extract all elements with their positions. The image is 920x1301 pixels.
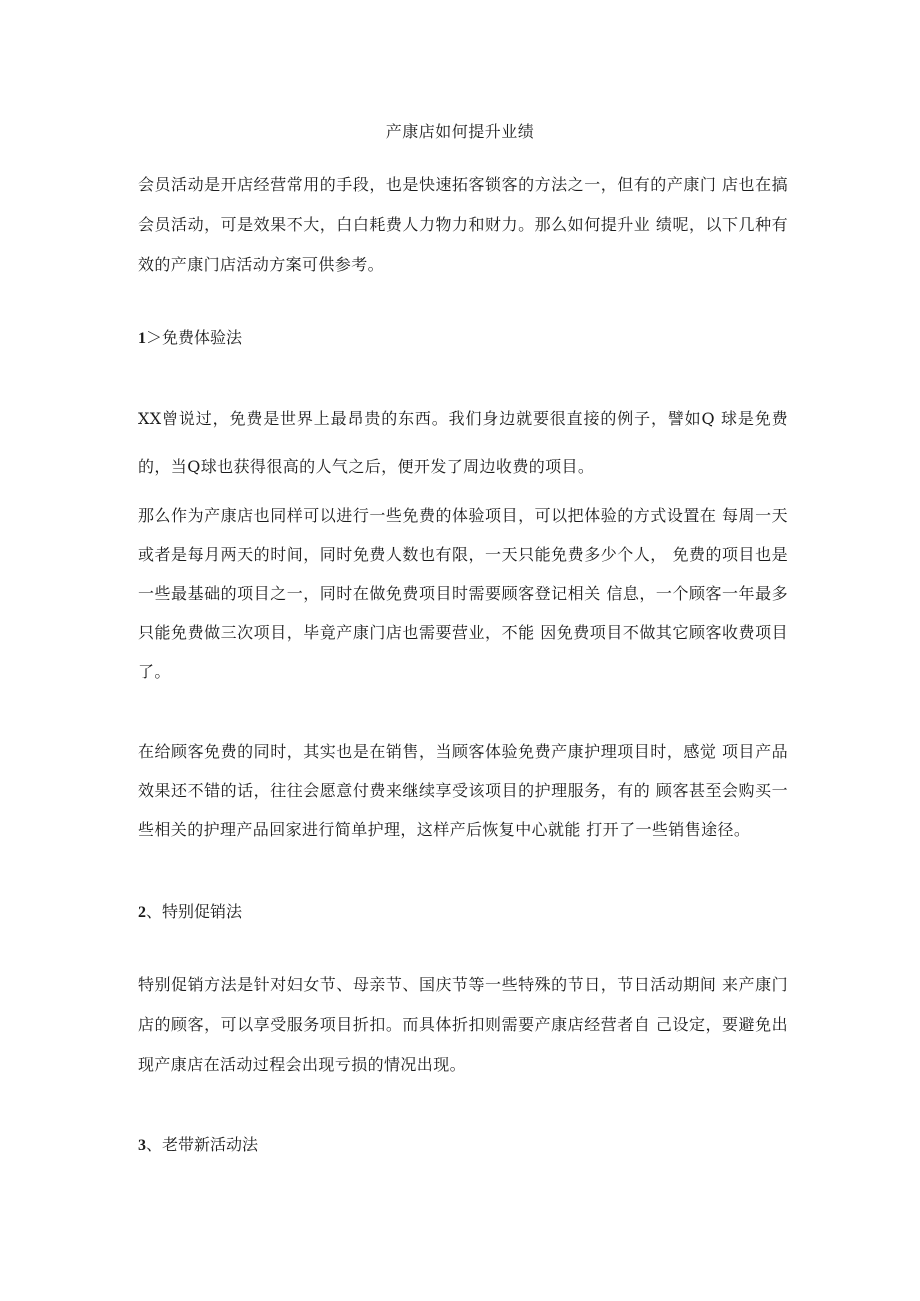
section1-paragraph-2: 那么作为产康店也同样可以进行一些免费的体验项目，可以把体验的方式设置在 每周一天或者是每月两天的时间，同时免费人数也有限，一天只能免费多少个人， 免费的项目也是一些最基础的项目之一，同时在做免费项目时需要顾客登记相关 信息，一个顾客一年最多只能免费做三次项目，毕竟产康门店也需要营业，不能 因免费项目不做其它顾客收费项目了。	[138, 506, 788, 681]
intro-paragraph: 会员活动是开店经营常用的手段，也是快速拓客锁客的方法之一，但有的产康门 店也在搞会员活动，可是效果不大，白白耗费人力物力和财力。那么如何提升业 绩呢，以下几种有效的产康门店活动方案可供参考。	[138, 175, 788, 274]
section-label-2: 特别促销法	[162, 902, 243, 921]
document-title: 产康店如何提升业绩	[385, 122, 535, 141]
section-heading-2	[138, 900, 242, 925]
section-separator-3: 、	[146, 1135, 163, 1154]
section-label-3: 老带新活动法	[162, 1135, 259, 1154]
section1-paragraph-1: XX曾说过，免费是世界上最昂贵的东西。我们身边就要很直接的例子，譬如Q 球是免费的，当Q球也获得很高的人气之后，便开发了周边收费的项目。	[138, 409, 788, 476]
section2-paragraph-1: 特别促销方法是针对妇女节、母亲节、国庆节等一些特殊的节日，节日活动期间 来产康门店的顾客，可以享受服务项目折扣。而具体折扣则需要产康店经营者自 己设定，要避免出现产康店在活动过程会出现亏损的情况出现。	[138, 975, 788, 1074]
section-number-1: 1	[138, 330, 146, 347]
section-number-3: 3	[138, 1137, 146, 1154]
section-separator-2: 、	[146, 902, 163, 921]
section-number-2: 2	[138, 904, 146, 921]
section1-paragraph-3: 在给顾客免费的同时，其实也是在销售，当顾客体验免费产康护理项目时，感觉 项目产品效果还不错的话，往往会愿意付费来继续享受该项目的护理服务，有的 顾客甚至会购买一些相关的护理产品回家进行简单护理，这样产后恢复中心就能 打开了一些销售途径。	[138, 742, 788, 839]
section-heading-3	[138, 1133, 258, 1158]
section-heading-1	[138, 326, 242, 351]
section-separator-1: ＞	[146, 328, 163, 347]
section-label-1: 免费体验法	[162, 328, 243, 347]
